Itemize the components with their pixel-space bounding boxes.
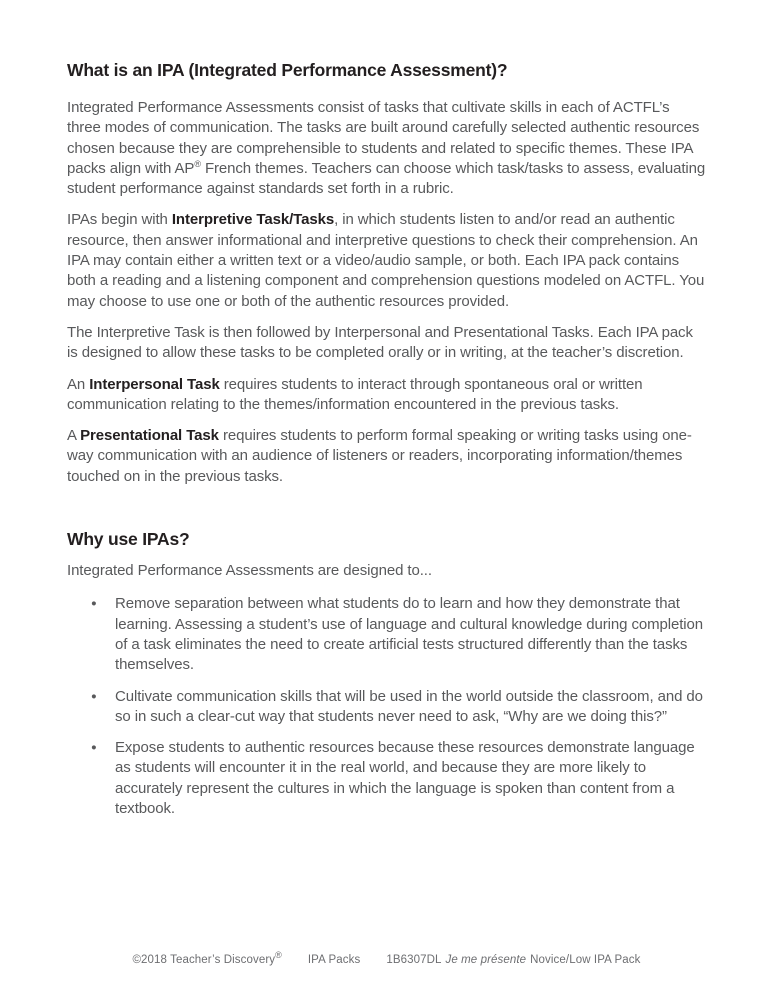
- paragraph-text: French themes. Teachers can choose which task/tasks to assess, evaluating student performance against standards set forth in a rubric.: [67, 159, 706, 198]
- paragraph-text: An: [67, 375, 90, 393]
- footer-sku: 1B6307DL: [386, 954, 442, 966]
- paragraph-task-sequence: The Interpretive Task is then followed by Interpersonal and Presentational Tasks. Each IPA pack is designed to allow these tasks to be completed orally or in writing, at the teacher’s discretion.: [67, 323, 693, 362]
- term-interpretive-task: Interpretive Task/Tasks: [171, 211, 335, 229]
- term-presentational-task: Presentational Task: [80, 427, 219, 445]
- registered-trademark-symbol: ®: [194, 158, 201, 169]
- term-interpersonal-task: Interpersonal Task: [89, 375, 220, 393]
- paragraph-text: Integrated Performance Assessments consist of tasks that cultivate skills in each of ACTFL’s three modes of communication. The tasks are built around carefully selected authentic resources chosen because they are comprehensible to students and related to specific themes. These IPA packs align with AP: [67, 99, 700, 177]
- paragraph-interpersonal-task: [67, 375, 707, 416]
- paragraph-text: IPAs begin with: [67, 211, 172, 229]
- list-item-expose-authentic-resources: ● Expose students to authentic resources because these resources demonstrate language as students will encounter it in the real world, and because they are more likely to accurately represent the cultures in which the language is spoken than content from a textbook.: [67, 738, 707, 819]
- paragraph-text: requires students to perform formal speaking or writing tasks using one-way communication with an audience of listeners or readers, incorporating information/themes touched on in the previous tasks.: [67, 427, 692, 485]
- registered-trademark-symbol: ®: [275, 950, 282, 961]
- section-heading-what-is-ipa: What is an IPA (Integrated Performance Assessment)?: [67, 60, 508, 80]
- footer-title-italic: Je me présente: [445, 954, 527, 966]
- benefits-bullet-list: [67, 594, 707, 819]
- paragraph-text: requires students to interact through spontaneous oral or written communication relating to the themes/information encountered in the previous tasks.: [67, 375, 643, 413]
- list-item-cultivate-communication: ● Cultivate communication skills that will be used in the world outside the classroom, and do so in such a clear-cut way that students never need to ask, “Why are we doing this?”: [67, 687, 707, 728]
- footer-title-rest: Novice/Low IPA Pack: [530, 954, 641, 966]
- paragraph-designed-to: Integrated Performance Assessments are designed to...: [67, 562, 432, 580]
- paragraph-text: A: [67, 427, 81, 445]
- paragraph-interpretive-task: [67, 210, 707, 311]
- section-heading-why-use-ipas: Why use IPAs?: [67, 529, 190, 550]
- paragraph-text: , in which students listen to and/or read an authentic resource, then answer informational and interpretive questions to check their comprehension. An IPA may contain either a written text or a video/audio sample, or both. Each IPA pack contains both a reading and a listening component and comprehension questions modeled on ACTFL. You may choose to use one or both of the authentic resources provided.: [67, 211, 705, 310]
- list-item-remove-separation: ● Remove separation between what students do to learn and how they demonstrate that learning. Assessing a student’s use of language and cultural knowledge during completion of a task eliminates the need to create artificial tests structured differently than the tasks themselves.: [67, 594, 707, 675]
- document-content: [67, 58, 707, 830]
- page-footer: [0, 950, 773, 966]
- footer-copyright-text: ©2018 Teacher’s Discovery: [132, 954, 276, 966]
- paragraph-ipa-overview: [67, 98, 707, 199]
- footer-item-title: [386, 954, 640, 966]
- footer-copyright: [132, 950, 282, 966]
- footer-product-line: IPA Packs: [307, 954, 361, 966]
- paragraph-presentational-task: [67, 426, 707, 487]
